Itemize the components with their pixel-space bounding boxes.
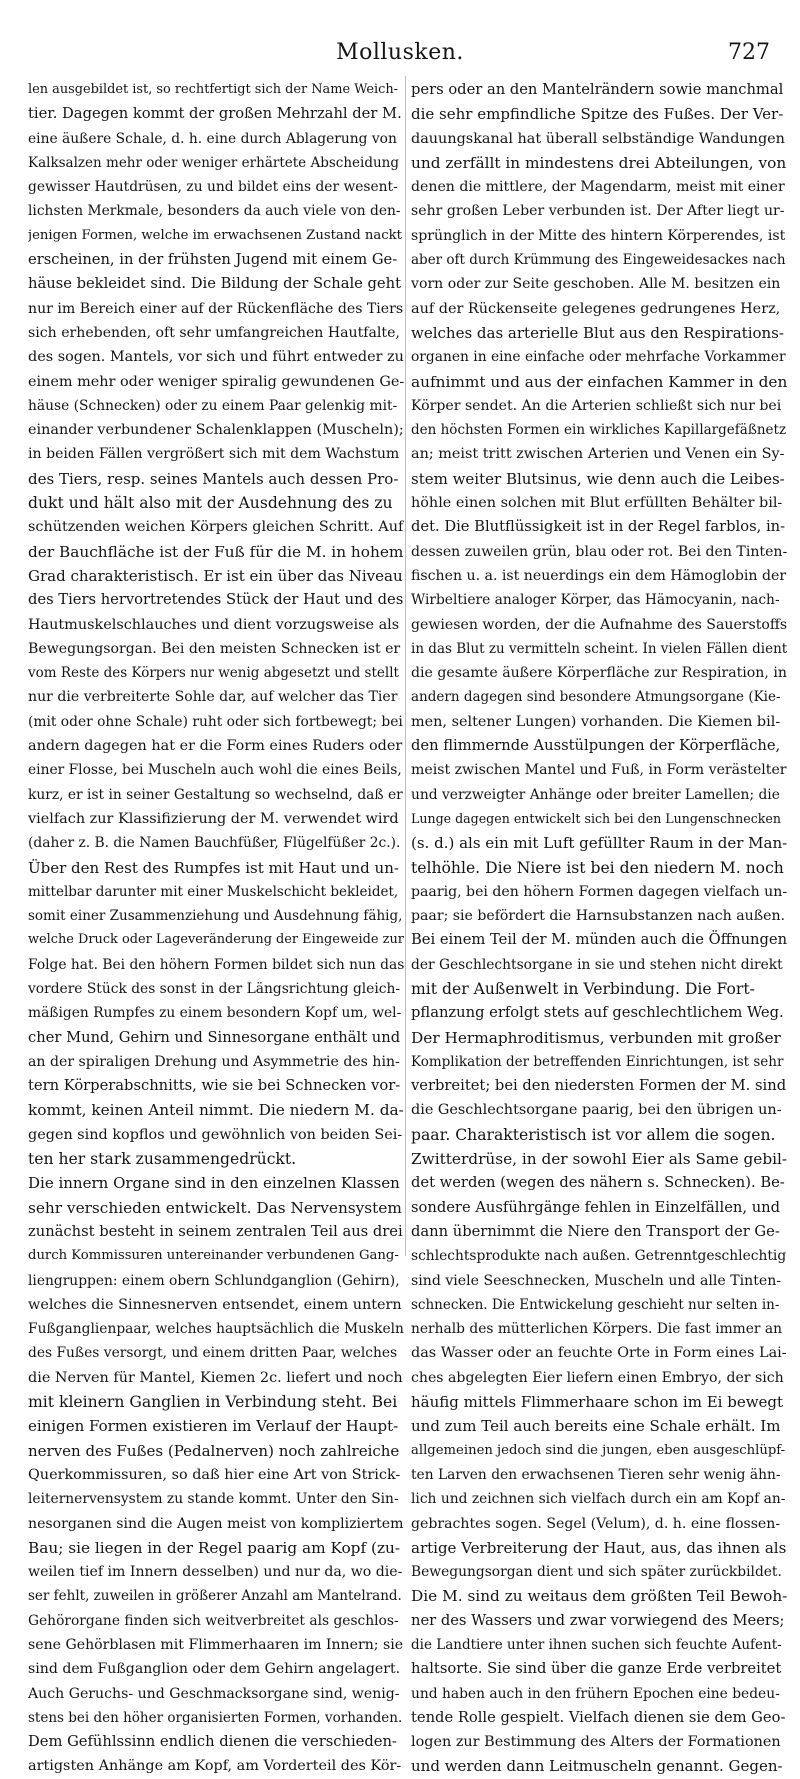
text-line: Lunge dagegen entwickelt sich bei den Lungenschnecken	[411, 810, 781, 826]
text-line: welche Druck oder Lageveränderung der Eingeweide zur	[28, 932, 404, 948]
text-line: höhle einen solchen mit Blut erfüllten Behälter bil-	[411, 495, 783, 512]
text-line: die sehr empfindliche Spitze des Fußes. Der Ver-	[411, 105, 784, 124]
text-line: schnecken. Die Entwickelung geschieht nur selten in-	[411, 1296, 780, 1313]
text-line: das Wasser oder an feuchte Orte in Form eines Lai-	[411, 1345, 787, 1362]
text-line: die Nerven für Mantel, Kiemen 2c. liefert und noch	[28, 1369, 403, 1386]
text-line: andern dagegen sind besondere Atmungsorgane (Kie-	[411, 689, 781, 706]
text-line: len ausgebildet ist, so rechtfertigt sich der Name Weich-	[28, 82, 399, 97]
text-line: Der Hermaphroditismus, verbunden mit großer	[411, 1028, 781, 1047]
text-line: sondere Ausführgänge fehlen in Einzelfällen, und	[411, 1198, 781, 1216]
text-line: auf der Rückenseite gelegenes gedrungenes Herz,	[411, 300, 781, 317]
text-line: Folge hat. Bei den höhern Formen bildet sich nun das	[28, 956, 404, 973]
text-line: nur die verbreiterte Sohle dar, auf welcher das Tier	[28, 689, 398, 706]
text-line: einem mehr oder weniger spiralig gewundenen Ge-	[28, 373, 404, 390]
text-line: tern Körperabschnitts, wie sie bei Schnecken vor-	[28, 1077, 401, 1095]
text-line: pflanzung erfolgt stets auf geschlechtlichem Weg.	[411, 1004, 784, 1022]
text-line: nerhalb des mütterlichen Körpers. Die fast immer an	[411, 1321, 783, 1338]
text-line: denen die mittlere, der Magendarm, meist mit einer	[411, 179, 785, 196]
text-line: häufig mittels Flimmerhaare schon im Ei bewegt	[411, 1393, 784, 1412]
text-line: dukt und hält also mit der Ausdehnung des zu	[28, 494, 393, 513]
text-line: nur im Bereich einer auf der Rückenfläche des Tiers	[28, 300, 404, 317]
text-line: und haben auch in den frühern Epochen eine bedeu-	[411, 1685, 780, 1702]
text-line: einander verbundener Schalenklappen (Muscheln);	[28, 422, 404, 439]
text-line: die Landtiere unter ihnen suchen sich feuchte Aufent-	[411, 1637, 782, 1653]
text-line: stens bei den höher organisierten Formen, vorhanden.	[28, 1709, 403, 1726]
text-line: meist zwischen Mantel und Fuß, in Form verästelter	[411, 762, 787, 779]
text-line: Wirbeltiere analoger Körper, das Hämocyanin, nach-	[411, 592, 780, 609]
text-line: lichsten Merkmale, besonders da auch viele von den-	[28, 203, 401, 220]
text-line: ten Larven den erwachsenen Tieren sehr wenig ähn-	[411, 1466, 781, 1483]
text-line: vordere Stück des sonst in der Längsrichtung gleich-	[28, 980, 401, 997]
left-text-column	[28, 78, 404, 1779]
text-line: Komplikation der betreffenden Einrichtungen, ist sehr	[411, 1053, 784, 1070]
text-line: paar. Charakteristisch ist vor allem die sogen.	[411, 1125, 776, 1144]
text-line: des Tiers hervortretendes Stück der Haut und des	[28, 591, 404, 609]
text-line: dauungskanal hat überall selbständige Wandungen	[411, 130, 785, 147]
text-line: die Geschlechtsorgane paarig, bei den übrigen un-	[411, 1102, 782, 1119]
text-line: Hautmuskelschlauches und dient vorzugsweise als	[28, 616, 400, 633]
text-line: det. Die Blutflüssigkeit ist in der Regel farblos, in-	[411, 518, 786, 536]
text-line: ten her stark zusammengedrückt.	[28, 1150, 297, 1169]
text-line: kurz, er ist in seiner Gestaltung so wechselnd, daß er	[28, 786, 403, 803]
page-header	[28, 40, 772, 74]
text-line: Bei einem Teil der M. münden auch die Öffnungen	[411, 931, 787, 949]
text-line: und werden dann Leitmuscheln genannt. Gegen-	[411, 1757, 783, 1776]
text-line: allgemeinen jedoch sind die jungen, eben ausgeschlüpf-	[411, 1442, 786, 1458]
text-line: den höchsten Formen ein wirkliches Kapillargefäßnetz	[411, 422, 787, 439]
text-line: vom Reste des Körpers nur wenig abgesetzt und stellt	[28, 665, 399, 682]
text-line: ser fehlt, zuweilen in größerer Anzahl am Mantelrand.	[28, 1588, 402, 1605]
text-line: aber oft durch Krümmung des Eingeweidesackes nach	[411, 252, 786, 269]
text-line: Dem Gefühlssinn endlich dienen die verschieden-	[28, 1733, 397, 1751]
text-line: nerven des Fußes (Pedalnerven) noch zahlreiche	[28, 1441, 400, 1460]
text-line: organen in eine einfache oder mehrfache Vorkammer	[411, 349, 786, 366]
text-line: sich erhebenden, oft sehr umfangreichen Hautfalte,	[28, 324, 400, 341]
text-line: paar; sie befördert die Harnsubstanzen nach außen.	[411, 908, 786, 925]
text-line: und verzweigter Anhänge oder breiter Lamellen; die	[411, 786, 780, 803]
text-line: jenigen Formen, welche im erwachsenen Zustand nackt	[28, 227, 402, 243]
text-line: den flimmernde Ausstülpungen der Körperfläche,	[411, 737, 781, 755]
text-line: men, seltener Lungen) vorhanden. Die Kiemen bil-	[411, 713, 781, 730]
text-line: leiternervensystem zu stande kommt. Unter den Sin-	[28, 1491, 399, 1508]
text-line: Die innern Organe sind in den einzelnen Klassen	[28, 1174, 400, 1193]
text-line: (s. d.) als ein mit Luft gefüllter Raum in der Man-	[411, 834, 787, 853]
text-line: Gehörorgane finden sich weitverbreitet als geschlos-	[28, 1612, 399, 1629]
text-line: eine äußere Schale, d. h. eine durch Ablagerung von	[28, 130, 397, 147]
text-line: mittelbar darunter mit einer Muskelschicht bekleidet,	[28, 883, 399, 900]
text-line: dann übernimmt die Niere den Transport der Ge-	[411, 1222, 780, 1240]
text-line: tende Rolle gespielt. Vielfach dienen sie dem Geo-	[411, 1708, 786, 1726]
text-line: des sogen. Mantels, vor sich und führt entweder zu	[28, 349, 404, 366]
text-line: ches abgelegten Eier liefern einen Embryo, der sich	[411, 1369, 784, 1386]
text-line: häuse bekleidet sind. Die Bildung der Schale geht	[28, 275, 401, 293]
text-line: sene Gehörblasen mit Flimmerhaaren im Innern; sie	[28, 1637, 404, 1653]
text-line: gebrachtes sogen. Segel (Velum), d. h. eine flossen-	[411, 1515, 781, 1532]
text-line: sprünglich in der Mitte des hintern Körperendes, ist	[411, 227, 786, 244]
text-line: und zum Teil auch bereits eine Schale erhält. Im	[411, 1417, 781, 1436]
text-line: sind viele Seeschnecken, Muscheln und alle Tinten-	[411, 1272, 782, 1289]
text-line: Fußganglienpaar, welches hauptsächlich die Muskeln	[28, 1321, 404, 1338]
text-line: zunächst besteht in seinem zentralen Teil aus drei	[28, 1222, 403, 1240]
text-line: Kalksalzen mehr oder weniger erhärtete Abscheidung	[28, 154, 399, 171]
text-line: mit der Außenwelt in Verbindung. Die Fort-	[411, 979, 755, 998]
text-line: andern dagegen hat er die Form eines Ruders oder	[28, 738, 403, 755]
text-line: paarig, bei den höhern Formen dagegen vielfach un-	[411, 883, 787, 900]
text-line: (mit oder ohne Schale) ruht oder sich fortbewegt; bei	[28, 713, 403, 730]
text-line: pers oder an den Mantelrändern sowie manchmal	[411, 81, 784, 98]
text-line: artigsten Anhänge am Kopf, am Vorderteil des Kör-	[28, 1758, 402, 1775]
text-line: des Tiers, resp. seines Mantels auch dessen Pro-	[28, 469, 399, 488]
text-line: (daher z. B. die Namen Bauchfüßer, Flügelfüßer 2c.).	[28, 835, 401, 852]
text-line: einigen Formen existieren im Verlauf der Haupt-	[28, 1417, 399, 1436]
text-line: welches die Sinnesnerven entsendet, einem untern	[28, 1296, 402, 1313]
text-line: haltsorte. Sie sind über die ganze Erde verbreitet	[411, 1660, 782, 1678]
text-line: vielfach zur Klassifizierung der M. verwendet wird	[28, 810, 399, 827]
text-line: Querkommissuren, so daß hier eine Art von Strick-	[28, 1466, 401, 1483]
text-line: telhöhle. Die Niere ist bei den niedern M. noch	[411, 858, 784, 877]
text-line: logen zur Bestimmung des Alters der Formationen	[411, 1734, 781, 1751]
text-line: durch Kommissuren untereinander verbundenen Gang-	[28, 1248, 399, 1264]
text-line: det werden (wegen des nähern s. Schnecken). Be-	[411, 1174, 785, 1192]
text-line: Bau; sie liegen in der Regel paarig am Kopf (zu-	[28, 1538, 401, 1557]
text-line: schützenden weichen Körpers gleichen Schritt. Auf	[28, 519, 404, 536]
text-line: liengruppen: einem obern Schlundganglion (Gehirn),	[28, 1272, 400, 1289]
text-line: lich und zeichnen sich vielfach durch ein am Kopf an-	[411, 1491, 786, 1508]
right-text-column	[411, 78, 787, 1779]
text-line: erscheinen, in der frühsten Jugend mit einem Ge-	[28, 251, 398, 269]
text-line: Bewegungsorgan dient und sich später zurückbildet.	[411, 1564, 782, 1581]
text-line: in das Blut zu vermitteln scheint. In vielen Fällen dient	[411, 640, 787, 657]
text-line: schlechtsprodukte nach außen. Getrenntgeschlechtig	[411, 1248, 787, 1265]
text-line: des Fußes versorgt, und einem dritten Paar, welches	[28, 1345, 398, 1362]
text-line: artige Verbreiterung der Haut, aus, das ihnen als	[411, 1538, 787, 1557]
text-line: Auch Geruchs- und Geschmacksorgane sind, wenig-	[28, 1685, 400, 1702]
text-line: Grad charakteristisch. Er ist ein über das Niveau	[28, 566, 403, 585]
text-line: die gesamte äußere Körperfläche zur Respiration, in	[411, 665, 787, 682]
text-line: Die M. sind zu weitaus dem größten Teil Bewoh-	[411, 1587, 787, 1606]
running-title: Mollusken.	[336, 40, 464, 65]
text-line: der Geschlechtsorgane in sie und stehen nicht direkt	[411, 956, 783, 973]
text-line: kommt, keinen Anteil nimmt. Die niedern M. da-	[28, 1101, 404, 1120]
text-line: gewisser Hautdrüsen, zu und bildet eins der wesent-	[28, 179, 398, 196]
text-line: stem weiter Blutsinus, wie denn auch die Leibes-	[411, 469, 785, 488]
text-line: der Bauchfläche ist der Fuß für die M. in hohem	[28, 542, 404, 561]
text-line: an der spiraligen Drehung und Asymmetrie des hin-	[28, 1053, 400, 1070]
text-line: mit kleinern Ganglien in Verbindung steht. Bei	[28, 1393, 398, 1412]
text-line: häuse (Schnecken) oder zu einem Paar gelenkig mit-	[28, 397, 398, 414]
text-line: somit einer Zusammenziehung und Ausdehnung fähig,	[28, 908, 403, 925]
text-line: aufnimmt und aus der einfachen Kammer in den	[411, 372, 787, 391]
column-divider	[405, 76, 406, 1256]
text-line: dessen zuweilen grün, blau oder rot. Bei den Tinten-	[411, 543, 787, 560]
text-line: tier. Dagegen kommt der großen Mehrzahl der M.	[28, 105, 402, 123]
text-line: ner des Wassers und zwar vorwiegend des Meers;	[411, 1611, 785, 1629]
text-line: Körper sendet. An die Arterien schließt sich nur bei	[411, 397, 782, 414]
text-line: gegen sind kopflos und gewöhnlich von beiden Sei-	[28, 1126, 403, 1143]
text-line: welches das arterielle Blut aus den Respirations-	[411, 323, 784, 342]
text-line: einer Flosse, bei Muscheln auch wohl die eines Beils,	[28, 762, 402, 779]
text-line: und zerfällt in mindestens drei Abteilungen, von	[411, 153, 787, 172]
page-number: 727	[728, 40, 770, 65]
text-line: gewiesen worden, der die Aufnahme des Sauerstoffs	[411, 616, 787, 633]
text-line: sind dem Fußganglion oder dem Gehirn angelagert.	[28, 1661, 401, 1678]
text-line: nesorganen sind die Augen meist von kompliziertem	[28, 1515, 404, 1532]
text-line: sehr großen Leber verbunden ist. Der After liegt ur-	[411, 203, 785, 220]
text-line: in beiden Fällen vergrößert sich mit dem Wachstum	[28, 446, 400, 463]
text-line: weilen tief im Innern desselben) und nur da, wo die-	[28, 1564, 403, 1581]
text-line: cher Mund, Gehirn und Sinnesorgane enthält und	[28, 1028, 401, 1046]
text-line: Zwitterdrüse, in der sowohl Eier als Same gebil-	[411, 1150, 787, 1169]
text-line: vorn oder zur Seite geschoben. Alle M. besitzen ein	[411, 276, 781, 293]
text-line: verbreitet; bei den niedersten Formen der M. sind	[411, 1077, 787, 1095]
text-line: sehr verschieden entwickelt. Das Nervensystem	[28, 1198, 402, 1217]
text-line: mäßigen Rumpfes zu einem besondern Kopf um, wel-	[28, 1005, 402, 1022]
text-line: Bewegungsorgan. Bei den meisten Schnecken ist er	[28, 640, 401, 657]
text-line: an; meist tritt zwischen Arterien und Venen ein Sy-	[411, 446, 785, 463]
text-line: Über den Rest des Rumpfes ist mit Haut und un-	[28, 858, 399, 877]
text-line: fischen u. a. ist neuerdings ein dem Hämoglobin der	[411, 567, 787, 584]
